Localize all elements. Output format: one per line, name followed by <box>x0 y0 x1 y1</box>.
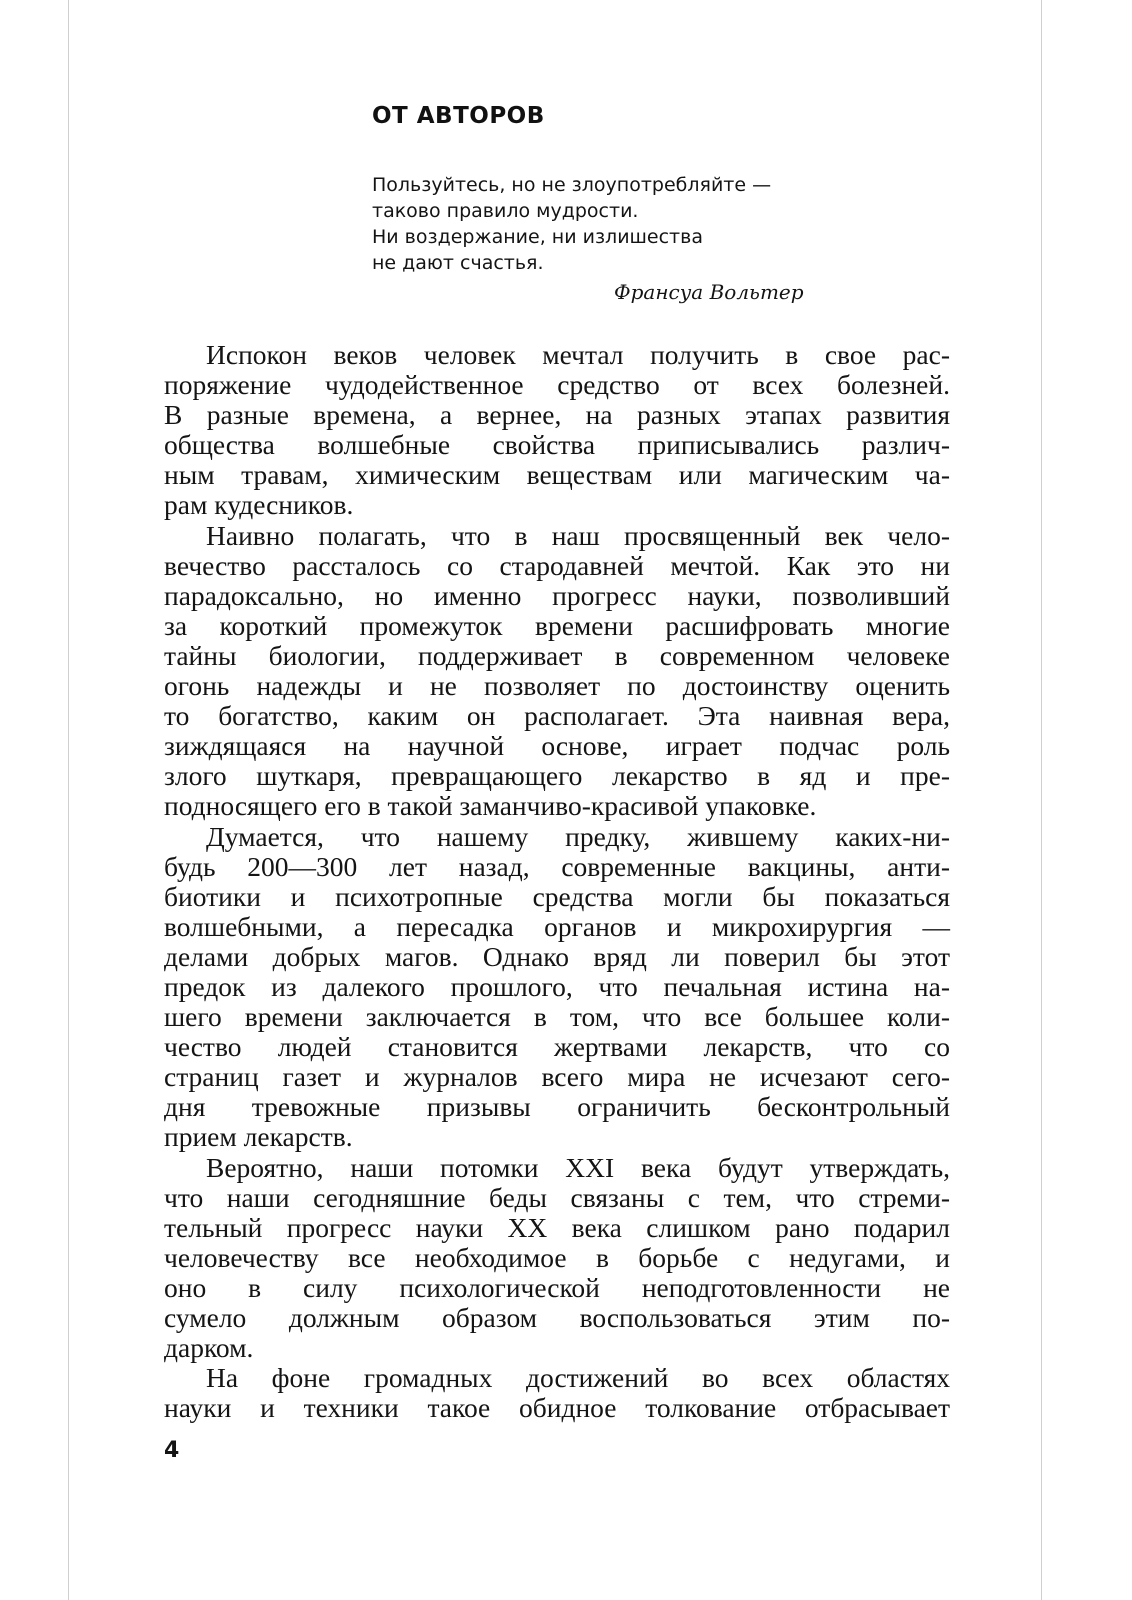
paragraph-line: поряжение чудодейственное средство от всех болезней. <box>164 369 950 401</box>
paragraph-line: злого шуткаря, превращающего лекарство в яд и пре- <box>164 760 950 792</box>
paragraph-line: биотики и психотропные средства могли бы показаться <box>164 880 950 912</box>
paragraph-line: рам кудесников. <box>164 489 354 521</box>
paragraph-line: страниц газет и журналов всего мира не исчезают сего- <box>164 1061 950 1093</box>
paragraph-line: чество людей становится жертвами лекарств, что со <box>164 1031 950 1063</box>
epigraph-line: Пользуйтесь, но не злоупотребляйте — <box>372 174 772 196</box>
paragraph-line: прием лекарств. <box>164 1121 353 1153</box>
epigraph <box>372 172 812 276</box>
paragraph-line: парадоксально, но именно прогресс науки, позволивший <box>164 579 950 611</box>
paragraph-line: тайны биологии, поддерживает в современном человеке <box>164 639 950 671</box>
paragraph-line: за короткий промежуток времени расшифровать многие <box>164 609 950 641</box>
paragraph-line: подносящего его в такой заманчиво-красивой упаковке. <box>164 790 817 822</box>
paragraph-line: человечеству все необходимое в борьбе с недугами, и <box>164 1241 950 1273</box>
paragraph-line: дарком. <box>164 1332 254 1364</box>
paragraph-line: общества волшебные свойства приписывались различ- <box>164 429 950 461</box>
paragraph-line: Вероятно, наши потомки XXI века будут утверждать, <box>206 1151 950 1183</box>
paragraph-line: ным травам, химическим веществам или магическим ча- <box>164 459 950 491</box>
paragraph-line: тельный прогресс науки XX века слишком рано подарил <box>164 1211 950 1243</box>
epigraph-author: Франсуа Вольтер <box>614 280 804 304</box>
paragraph-line: Наивно полагать, что в наш просвященный век чело- <box>206 519 950 551</box>
paragraph-line: вечество рассталось со стародавней мечтой. Как это ни <box>164 549 950 581</box>
paragraph-line: предок из далекого прошлого, что печальная истина на- <box>164 970 950 1002</box>
paragraph-line: В разные времена, а вернее, на разных этапах развития <box>164 399 950 431</box>
chapter-heading: ОТ АВТОРОВ <box>372 103 545 129</box>
paragraph-line: делами добрых магов. Однако вряд ли поверил бы этот <box>164 940 950 972</box>
paragraph-line: будь 200—300 лет назад, современные вакцины, анти- <box>164 850 950 882</box>
epigraph-line: таково правило мудрости. <box>372 200 639 222</box>
paragraph-line: шего времени заключается в том, что все большее коли- <box>164 1001 950 1033</box>
paragraph-line: сумело должным образом воспользоваться этим по- <box>164 1302 950 1333</box>
paragraph-line: оно в силу психологической неподготовленности не <box>164 1271 950 1303</box>
page-number: 4 <box>164 1438 180 1463</box>
paragraph-line: волшебными, а пересадка органов и микрохирургия — <box>164 910 950 942</box>
paragraph-line: На фоне громадных достижений во всех областях <box>206 1362 950 1394</box>
paragraph-line: Думается, что нашему предку, жившему каких-ни- <box>206 820 950 852</box>
paragraph-line: что наши сегодняшние беды связаны с тем, что стреми- <box>164 1181 950 1213</box>
paragraph-line: Испокон веков человек мечтал получить в свое рас- <box>206 339 950 370</box>
epigraph-line: Ни воздержание, ни излишества <box>372 226 703 248</box>
paragraph-line: дня тревожные призывы ограничить бесконтрольный <box>164 1091 950 1123</box>
epigraph-line: не дают счастья. <box>372 252 544 274</box>
paragraph-line: огонь надежды и не позволяет по достоинству оценить <box>164 670 950 702</box>
paragraph-line: науки и техники такое обидное толкование отбрасывает <box>164 1392 950 1424</box>
body-text <box>164 340 950 1423</box>
paragraph-line: то богатство, каким он располагает. Эта наивная вера, <box>164 700 950 732</box>
paragraph-line: зиждящаяся на научной основе, играет подчас роль <box>164 730 950 762</box>
